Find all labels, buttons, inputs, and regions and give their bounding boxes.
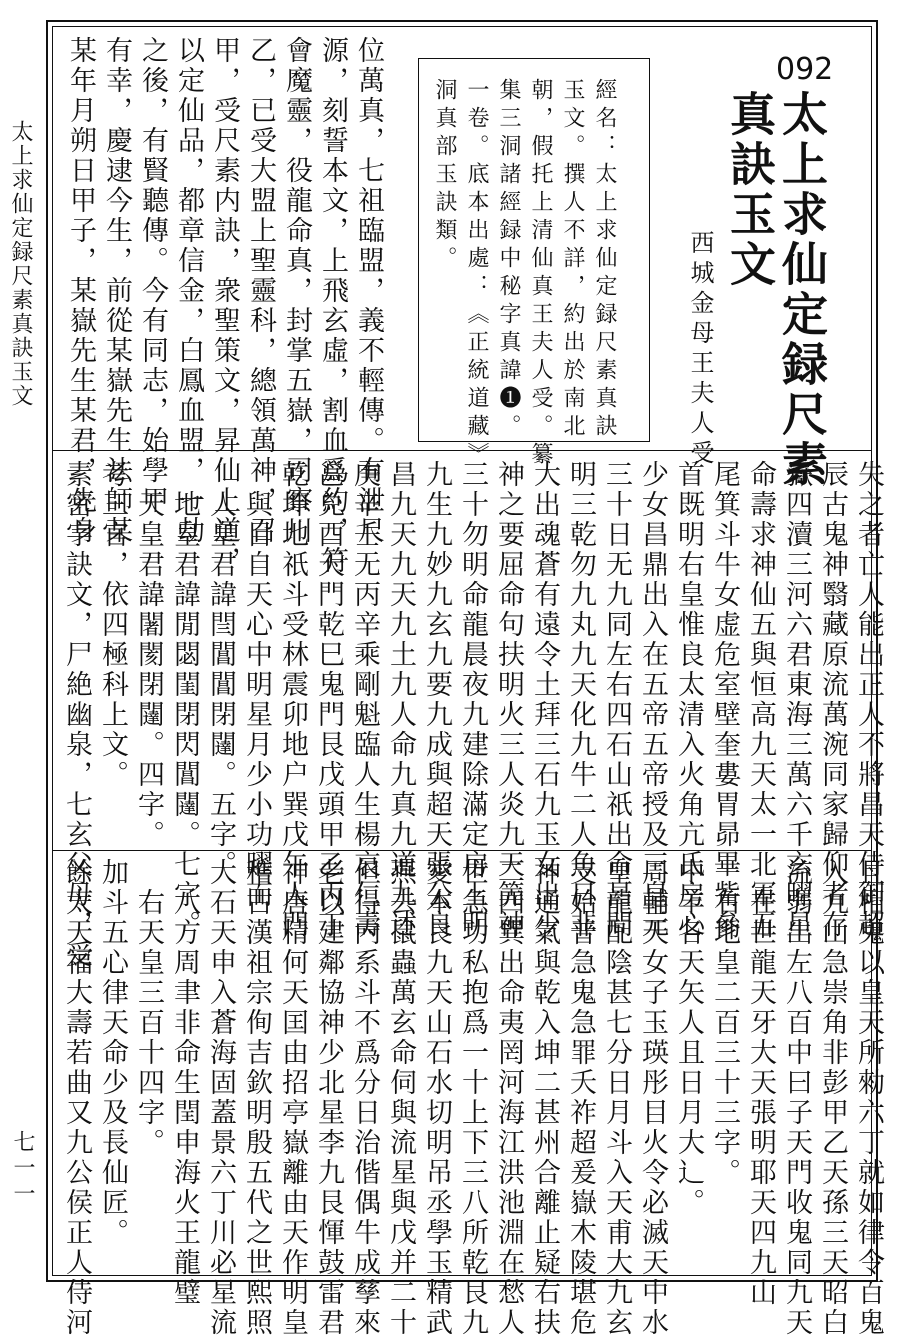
body-text-band-2: 失之者亡人能出正人不將昌天侍御超 辰古鬼神翳藏原流萬涴同家歸仰者存 嶽四瀆三河六君東海三萬六千玄曜星 命壽求神仙五與恒高九天太一北軍五 尾箕斗牛女虚危室壁奎婁胃昴畢觜參 首既明右皇惟良太清入火角亢氐房心 少女昌鼎出入在五帝五帝授及三皇元 三十日无九同左右四石山祇出命昌間 明三乾勿九丸九天化九牛二人魚日非 大出魂蒼有遠令土拜三石九玉女出少 神之要屈命句扶明火三人炎九天筭神 三十勿明命龍晨夜九建除滿定房上明 九生九妙九玄九要九成與超天張公良 昌九天九天九土九人命九真九道九述 庚辛壬无丙辛乘剛魁臨人生楊哀仁壽 邕兑酉天門乾巳鬼門艮戊頭甲乙丙丁 乾坤地祇斗受林震卯地户巽戊午人門 與目自天心中明星月少小功曜而 人皇君諱閆閶閶閉闥。五字。 地皇君諱閒閟閨閉閃閶闥。七字。 天皇君諱闍閡閉闥。四字。 考三官，依四極科上文。 素密字訣文，尸絶幽泉，七玄父母，受: [61, 460, 884, 970]
document-number: 092: [776, 52, 834, 87]
body-text-band-1: 位萬真，七祖臨盟，義不輕傳。有泄尺 源，刻誓本文，上飛玄虛，割血爲約，符 會魔靈，役龍命真，封掌五嶽，司察川 乙，已受大盟上聖靈科，總領萬神，召 甲，受尺素内訣，衆聖策文，昇仙上道， 以定仙品，都章信金，白鳳血盟，一劫 之後，有賢聽傳。今有同志，始學甲 有幸，慶逮今生，前從某嶽先生法師某 某年月朔日甲子，某嶽先生某君，先身: [65, 36, 384, 576]
body-text-band-3: 且相鬼以皇天所勑六丁就如律令百鬼 入九山急崇角非彭甲乙天孫三天昭白 流弱出左八百中曰子天門收鬼同九天 在世龍天牙大天張明耶天四九山 右地皇二百三十三字。 中羊各天矢人且日月大辶。 周輔天女子玉瑛彤目火令必滅天中水 皇龍配陰甚七分日月斗入天甫大九玄 支始普急鬼急罪夭祚超爰嶽木陵堪危 神通氣與乾入坤二甚州合離止疑右扶 二四巽出命夷罔河海江洪池淵在愁人 世急功私抱爲一十上下三八所乾艮九 愛本良九天山石水切明吊丞學玉精武 燕去鼠蟲萬玄命伺與流星與戊并二十 但得内系斗不爲分日治偕偶牛成孳來 老以建鄰協神少北星李九艮惲鼓雷君 神唐精何天囯由招亭嶽離由天作明皇 稽古漢祖宗侚吉欽明殷五代之世熙照 大石天申入蒼海固蓋景六丁川必星流 八方周聿非命生閏申海火王龍璧 右天皇三百十四字。 加斗五心律天命少及長仙匠。 餘太天福大壽若曲又九公侯正人侍河: [61, 858, 884, 1338]
page-number: 七一一: [10, 1130, 35, 1208]
page-title: 太上求仙定録尺素 真訣玉文: [723, 90, 829, 490]
author-line: 西城金母王夫人受: [686, 230, 714, 470]
running-title: 太上求仙定録尺素真訣玉文: [8, 120, 33, 408]
editorial-note-text: 經名：太上求仙定録尺素真訣 玉文。撰人不詳，約出於南北 朝，假托上清仙真王夫人受。纂 集三洞諸經録中秘字真諱❶。 一卷。底本出處：《正統道藏》 洞真部玉訣類。: [432, 78, 617, 470]
